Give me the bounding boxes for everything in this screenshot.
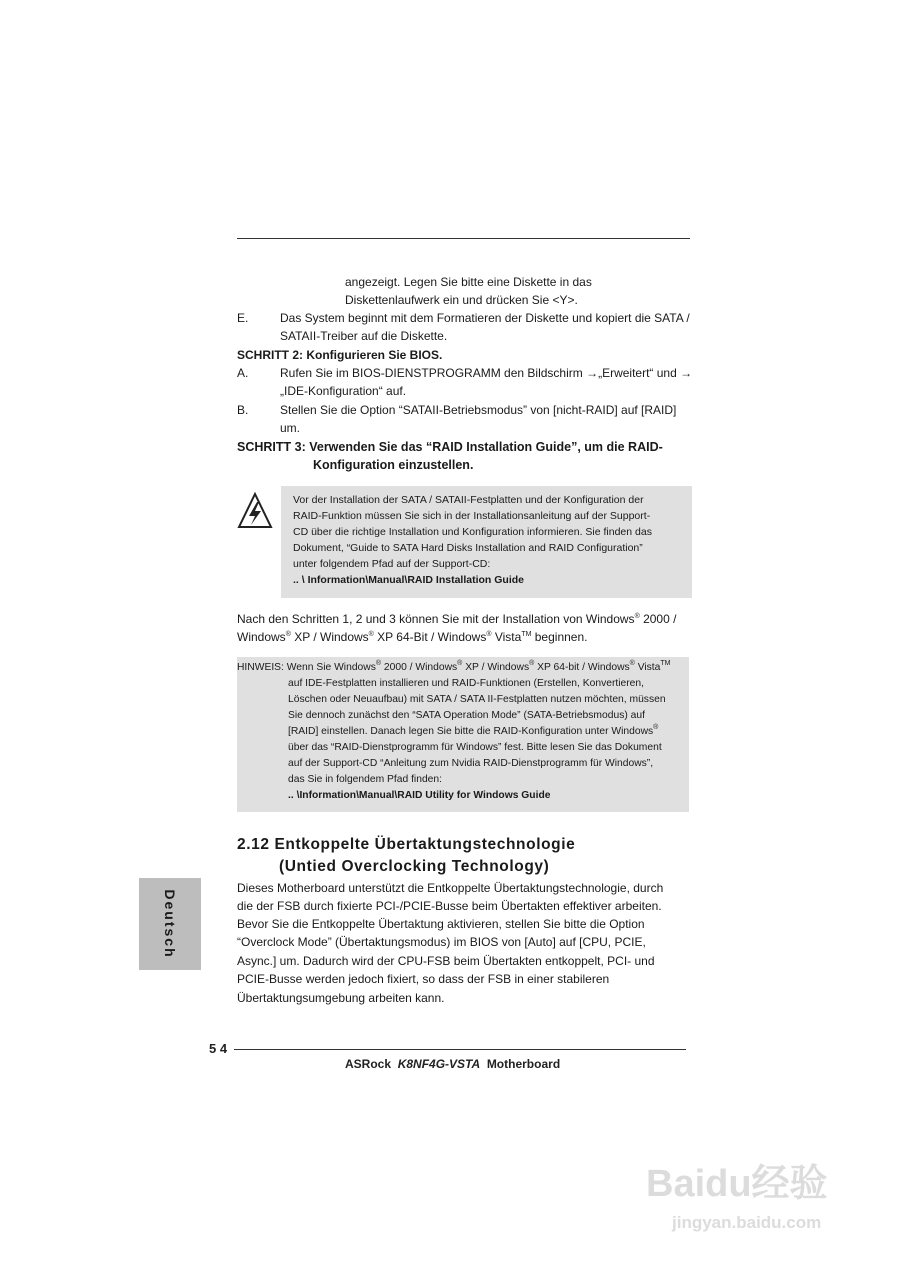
hinweis-text: das Sie in folgendem Pfad finden: bbox=[288, 774, 442, 785]
section-body-line: Bevor Sie die Entkoppelte Übertaktung aktivieren, stellen Sie bitte die Option bbox=[237, 917, 645, 931]
language-side-tab bbox=[139, 878, 201, 970]
section-body-line: “Overclock Mode” (Übertaktungsmodus) im BIOS von [Auto] auf [CPU, PCIE, bbox=[237, 935, 646, 949]
warning-text: Dokument, “Guide to SATA Hard Disks Installation and RAID Configuration” bbox=[293, 542, 643, 554]
step-a-label: A. bbox=[237, 366, 249, 380]
side-tab-label: Deutsch bbox=[162, 889, 178, 959]
step-b-text: Stellen Sie die Option “SATAII-Betriebsmodus” von [nicht-RAID] auf [RAID] bbox=[280, 403, 677, 417]
section-title: 2.12 Entkoppelte Übertaktungstechnologie bbox=[237, 836, 576, 853]
step-b-label: B. bbox=[237, 403, 249, 417]
hinweis-text: [RAID] einstellen. Danach legen Sie bitte die RAID-Konfiguration unter Windows® bbox=[288, 724, 659, 737]
hinweis-text: über das “RAID-Dienstprogramm für Windows” fest. Bitte lesen Sie das Dokument bbox=[288, 742, 662, 753]
hinweis-box bbox=[237, 657, 689, 812]
section-body-line: Async.] um. Dadurch wird der CPU-FSB beim Übertakten entkoppelt, PCI- und bbox=[237, 954, 655, 968]
step-a-text: Rufen Sie im BIOS-DIENSTPROGRAMM den Bildschirm →„Erweitert“ und → bbox=[280, 366, 693, 380]
step-e-label: E. bbox=[237, 311, 249, 325]
section-body-line: Übertaktungsumgebung arbeiten kann. bbox=[237, 991, 445, 1005]
watermark-url: jingyan.baidu.com bbox=[672, 1213, 822, 1232]
text-line: Diskettenlaufwerk ein und drücken Sie <Y>. bbox=[345, 293, 578, 307]
page-number: 5 4 bbox=[209, 1041, 228, 1056]
footer-rule bbox=[234, 1049, 686, 1050]
warning-icon-box bbox=[237, 492, 273, 530]
install-paragraph: Windows® XP / Windows® XP 64-Bit / Windows® Vista™ beginnen. bbox=[237, 630, 588, 644]
warning-text: unter folgendem Pfad auf der Support-CD: bbox=[293, 558, 491, 570]
step-3-heading: SCHRITT 3: Verwenden Sie das “RAID Installation Guide”, um die RAID- bbox=[237, 440, 663, 454]
footer-model: K8NF4G-VSTA bbox=[397, 1057, 481, 1071]
top-rule bbox=[237, 238, 690, 239]
warning-triangle-icon bbox=[237, 492, 273, 530]
warning-path: .. \ Information\Manual\RAID Installation Guide bbox=[293, 574, 525, 586]
warning-box bbox=[281, 486, 692, 598]
step-b-text: um. bbox=[280, 421, 301, 435]
warning-text: CD über die richtige Installation und Konfiguration informieren. Sie finden das bbox=[293, 526, 652, 538]
footer-brand: ASRock bbox=[345, 1057, 392, 1071]
step-2-heading: SCHRITT 2: Konfigurieren Sie BIOS. bbox=[237, 348, 443, 362]
step-3-heading: Konfiguration einzustellen. bbox=[313, 458, 474, 472]
hinweis-text: Sie dennoch zunächst den “SATA Operation Mode” (SATA-Betriebsmodus) auf bbox=[288, 710, 645, 721]
hinweis-text: Löschen oder Neuaufbau) mit SATA / SATA II-Festplatten nutzen möchten, müssen bbox=[288, 694, 666, 705]
warning-text: RAID-Funktion müssen Sie sich in der Installationsanleitung auf der Support- bbox=[293, 510, 651, 522]
step-e-text: SATAII-Treiber auf die Diskette. bbox=[280, 329, 448, 343]
step-a-text: „IDE-Konfiguration“ auf. bbox=[280, 384, 407, 398]
section-body-line: PCIE-Busse werden jedoch fixiert, so dass der FSB in einer stabileren bbox=[237, 972, 610, 986]
watermark-logo: Baidu经验 bbox=[646, 1163, 828, 1205]
hinweis-path: .. \Information\Manual\RAID Utility for Windows Guide bbox=[288, 790, 551, 801]
step-e-text: Das System beginnt mit dem Formatieren der Diskette und kopiert die SATA / bbox=[280, 311, 690, 325]
hinweis-text: auf IDE-Festplatten installieren und RAID-Funktionen (Erstellen, Konvertieren, bbox=[288, 678, 644, 689]
install-paragraph: Nach den Schritten 1, 2 und 3 können Sie mit der Installation von Windows® 2000 / bbox=[237, 612, 677, 626]
footer-product-name: Motherboard bbox=[486, 1057, 561, 1071]
section-body-line: die der FSB durch fixierte PCI-/PCIE-Busse beim Übertakten effektiver arbeiten. bbox=[237, 899, 662, 913]
text-line: angezeigt. Legen Sie bitte eine Diskette in das bbox=[345, 275, 592, 289]
section-body-line: Dieses Motherboard unterstützt die Entkoppelte Übertaktungstechnologie, durch bbox=[237, 881, 664, 895]
warning-text: Vor der Installation der SATA / SATAII-Festplatten und der Konfiguration der bbox=[293, 494, 644, 506]
hinweis-text: auf der Support-CD “Anleitung zum Nvidia RAID-Dienstprogramm für Windows”, bbox=[288, 758, 654, 769]
footer-product bbox=[345, 1055, 560, 1073]
hinweis-text: HINWEIS: Wenn Sie Windows® 2000 / Windows® XP / Windows® XP 64-bit / Windows® Vista™ bbox=[237, 660, 671, 673]
section-subtitle: (Untied Overclocking Technology) bbox=[279, 858, 550, 875]
